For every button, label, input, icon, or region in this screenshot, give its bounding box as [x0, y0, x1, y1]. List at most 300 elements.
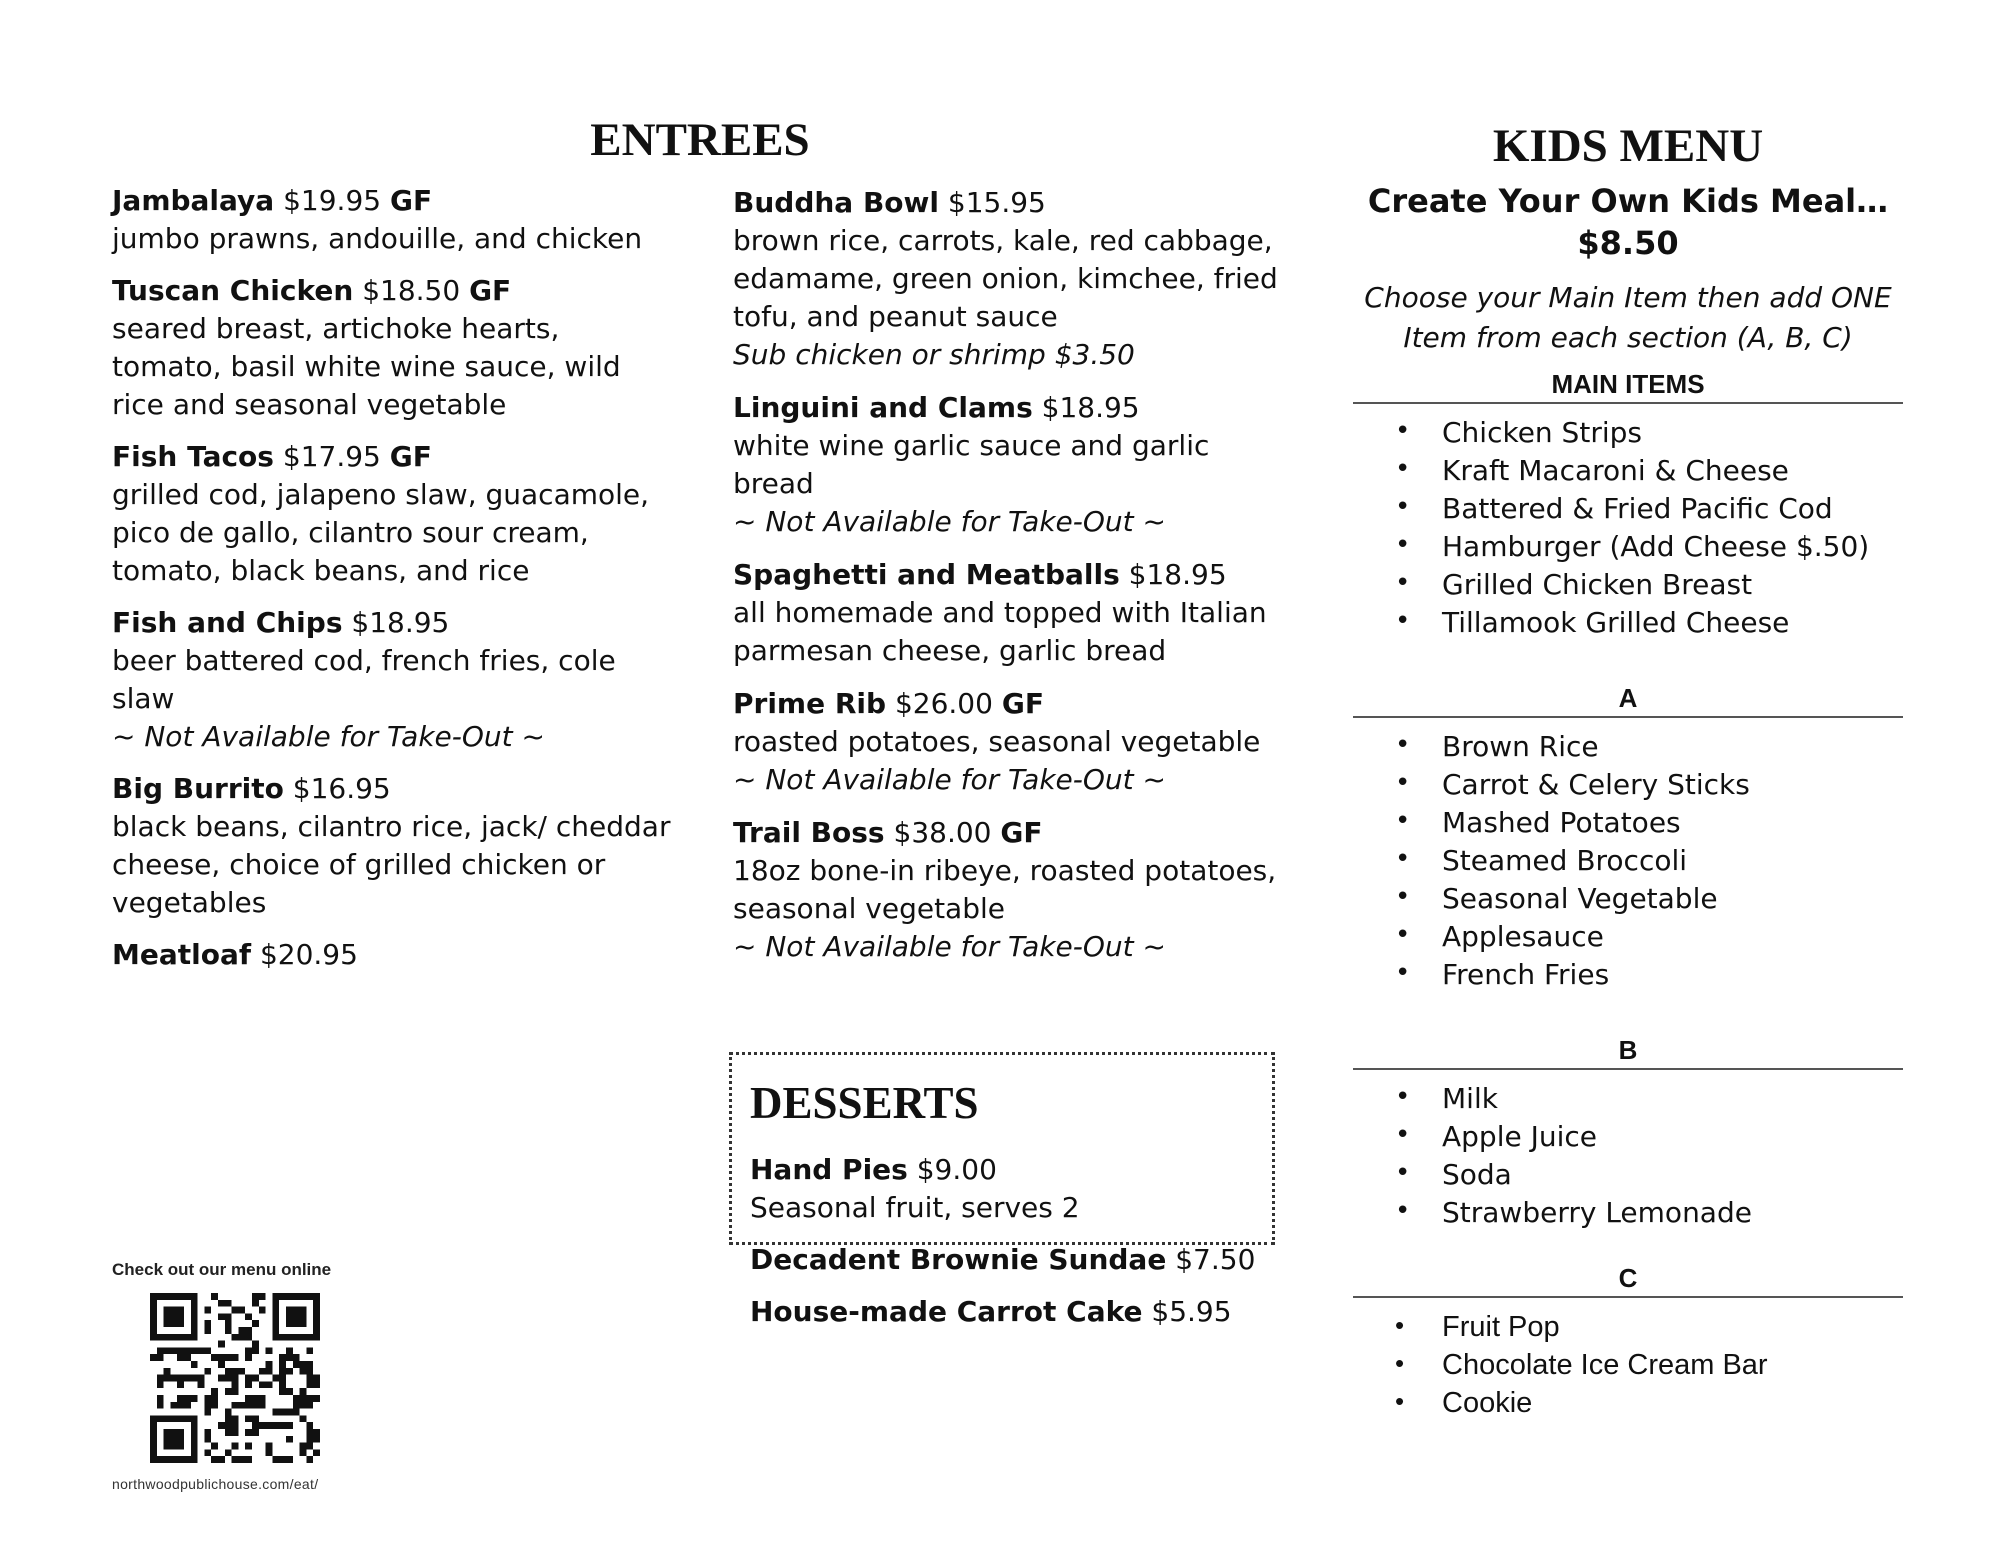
qr-module: [225, 1422, 232, 1429]
item-price: $17.95: [282, 440, 381, 473]
qr-module: [279, 1375, 286, 1382]
qr-module: [300, 1402, 307, 1409]
kids-list-item: [1353, 1194, 1903, 1232]
qr-module: [238, 1327, 245, 1334]
kids-list-item: [1353, 1346, 1903, 1384]
menu-item: [112, 770, 672, 922]
bullet-icon: •: [1395, 806, 1411, 836]
qr-module: [211, 1293, 218, 1300]
qr-module: [266, 1361, 273, 1368]
qr-module: [204, 1320, 211, 1327]
kids-item-label: Brown Rice: [1442, 730, 1599, 763]
qr-module: [266, 1422, 273, 1429]
bullet-icon: •: [1395, 492, 1411, 522]
item-note: ~ Not Available for Take-Out ~: [733, 930, 1166, 963]
item-price: $20.95: [259, 938, 358, 971]
qr-module: [245, 1429, 252, 1436]
qr-module: [204, 1347, 211, 1354]
item-price: $26.00: [894, 687, 993, 720]
bullet-icon: •: [1395, 530, 1411, 560]
bullet-icon: •: [1395, 1386, 1405, 1416]
qr-module: [306, 1436, 313, 1443]
item-description: black beans, cilantro rice, jack/ cheddar cheese, choice of grilled chicken or vegetables: [112, 810, 671, 919]
menu-item: [112, 604, 672, 756]
menu-item: [112, 936, 672, 974]
qr-module: [157, 1375, 164, 1382]
qr-module: [259, 1381, 266, 1388]
item-price: $18.95: [1041, 391, 1140, 424]
qr-module: [225, 1375, 232, 1382]
kids-section-heading: C: [1353, 1262, 1903, 1298]
bullet-icon: •: [1395, 768, 1411, 798]
qr-module: [232, 1456, 239, 1463]
qr-module: [272, 1456, 279, 1463]
bullet-icon: •: [1395, 1310, 1405, 1340]
qr-module: [225, 1327, 232, 1334]
qr-module: [266, 1368, 273, 1375]
qr-module: [238, 1456, 245, 1463]
qr-module: [204, 1429, 211, 1436]
qr-module: [225, 1388, 232, 1395]
qr-module: [306, 1375, 313, 1382]
qr-module: [191, 1375, 198, 1382]
kids-item-label: Applesauce: [1442, 920, 1604, 953]
item-description: grilled cod, jalapeno slaw, guacamole, pico de gallo, cilantro sour cream, tomato, black beans, and rice: [112, 478, 650, 587]
qr-module: [266, 1449, 273, 1456]
item-price: $16.95: [292, 772, 391, 805]
qr-module: [300, 1395, 307, 1402]
qr-module: [279, 1354, 286, 1361]
qr-module: [286, 1354, 293, 1361]
item-note: ~ Not Available for Take-Out ~: [112, 720, 545, 753]
kids-section-heading: MAIN ITEMS: [1353, 368, 1903, 404]
menu-item: [750, 1151, 1270, 1227]
bullet-icon: •: [1395, 568, 1411, 598]
kids-item-label: Seasonal Vegetable: [1442, 882, 1718, 915]
qr-module: [225, 1409, 232, 1416]
kids-menu: [1353, 118, 1903, 1422]
qr-module: [252, 1341, 259, 1348]
kids-section-list: [1353, 1080, 1903, 1232]
kids-section: [1353, 682, 1903, 994]
qr-module: [313, 1375, 320, 1382]
qr-module: [272, 1375, 279, 1382]
desserts-list: [750, 1151, 1270, 1345]
qr-module: [225, 1415, 232, 1422]
kids-item-label: Chocolate Ice Cream Bar: [1442, 1349, 1768, 1381]
qr-module: [306, 1361, 313, 1368]
item-description: roasted potatoes, seasonal vegetable: [733, 725, 1261, 758]
item-note: Sub chicken or shrimp $3.50: [733, 338, 1135, 371]
qr-module: [286, 1456, 293, 1463]
qr-module: [266, 1347, 273, 1354]
qr-module: [300, 1368, 307, 1375]
item-price: $18.95: [1128, 558, 1227, 591]
qr-module: [232, 1429, 239, 1436]
item-description: Seasonal fruit, serves 2: [750, 1191, 1080, 1224]
gluten-free-badge: GF: [1001, 687, 1044, 720]
qr-module: [218, 1361, 225, 1368]
item-name: Hand Pies: [750, 1153, 908, 1186]
bullet-icon: •: [1395, 606, 1411, 636]
qr-code-icon[interactable]: [150, 1293, 320, 1463]
item-price: $5.95: [1151, 1295, 1232, 1328]
qr-module: [218, 1341, 225, 1348]
qr-module: [313, 1449, 320, 1456]
kids-list-item: [1353, 766, 1903, 804]
bullet-icon: •: [1395, 1082, 1411, 1112]
qr-module: [252, 1320, 259, 1327]
qr-module: [232, 1388, 239, 1395]
qr-module: [184, 1375, 191, 1382]
qr-module: [245, 1354, 252, 1361]
gluten-free-badge: GF: [469, 274, 512, 307]
qr-module: [204, 1409, 211, 1416]
qr-module: [293, 1361, 300, 1368]
qr-module: [300, 1361, 307, 1368]
item-name: House-made Carrot Cake: [750, 1295, 1143, 1328]
item-name: Linguini and Clams: [733, 391, 1033, 424]
qr-module: [306, 1402, 313, 1409]
item-name: Buddha Bowl: [733, 186, 939, 219]
qr-module: [259, 1368, 266, 1375]
qr-module: [313, 1381, 320, 1388]
kids-section-list: [1353, 1308, 1903, 1422]
qr-module: [238, 1307, 245, 1314]
kids-item-label: Cookie: [1442, 1387, 1533, 1419]
qr-module: [300, 1388, 307, 1395]
qr-module: [245, 1402, 252, 1409]
qr-module: [232, 1422, 239, 1429]
qr-module: [157, 1381, 164, 1388]
gluten-free-badge: GF: [390, 184, 433, 217]
qr-module: [245, 1334, 252, 1341]
desserts-box: [729, 1052, 1275, 1328]
qr-module: [218, 1456, 225, 1463]
item-price: $7.50: [1175, 1243, 1256, 1276]
kids-item-label: Tillamook Grilled Cheese: [1442, 606, 1790, 639]
qr-module: [286, 1409, 293, 1416]
qr-module: [177, 1381, 184, 1388]
qr-module: [184, 1402, 191, 1409]
instructions-line-2: Item from each section (A, B, C): [1403, 321, 1853, 354]
qr-module: [198, 1347, 205, 1354]
menu-item: [733, 556, 1293, 670]
bullet-icon: •: [1395, 730, 1411, 760]
qr-module: [286, 1347, 293, 1354]
qr-module: [232, 1368, 239, 1375]
qr-module: [170, 1375, 177, 1382]
kids-list-item: [1353, 956, 1903, 994]
item-description: 18oz bone-in ribeye, roasted potatoes, seasonal vegetable: [733, 854, 1277, 925]
qr-module: [245, 1381, 252, 1388]
qr-module: [204, 1327, 211, 1334]
qr-module: [211, 1388, 218, 1395]
qr-module: [157, 1402, 164, 1409]
qr-module: [184, 1354, 191, 1361]
qr-module: [232, 1415, 239, 1422]
kids-list-item: [1353, 804, 1903, 842]
qr-module: [252, 1347, 259, 1354]
qr-module: [184, 1347, 191, 1354]
qr-module: [184, 1395, 191, 1402]
item-note: ~ Not Available for Take-Out ~: [733, 763, 1166, 796]
qr-module: [252, 1429, 259, 1436]
menu-item: [750, 1241, 1270, 1279]
qr-module: [218, 1422, 225, 1429]
qr-module: [293, 1409, 300, 1416]
qr-module: [238, 1368, 245, 1375]
qr-module: [204, 1307, 211, 1314]
qr-module: [225, 1354, 232, 1361]
kids-list-item: [1353, 1384, 1903, 1422]
qr-module: [313, 1436, 320, 1443]
qr-module: [286, 1422, 293, 1429]
kids-list-item: [1353, 566, 1903, 604]
qr-module: [259, 1422, 266, 1429]
qr-module: [286, 1388, 293, 1395]
item-name: Prime Rib: [733, 687, 887, 720]
bullet-icon: •: [1395, 454, 1411, 484]
qr-module: [306, 1381, 313, 1388]
qr-module: [191, 1361, 198, 1368]
qr-module: [164, 1429, 184, 1449]
qr-module: [177, 1354, 184, 1361]
qr-module: [232, 1334, 239, 1341]
qr-module: [157, 1395, 164, 1402]
kids-section: [1353, 1262, 1903, 1422]
item-description: beer battered cod, french fries, cole slaw: [112, 644, 616, 715]
qr-module: [238, 1402, 245, 1409]
qr-module: [177, 1347, 184, 1354]
kids-item-label: Carrot & Celery Sticks: [1442, 768, 1750, 801]
qr-module: [177, 1375, 184, 1382]
qr-module: [164, 1375, 171, 1382]
qr-module: [279, 1361, 286, 1368]
kids-meal-subtitle: Create Your Own Kids Meal…: [1367, 182, 1889, 220]
qr-module: [211, 1443, 218, 1450]
kids-list-item: [1353, 1080, 1903, 1118]
kids-list-item: [1353, 604, 1903, 642]
kids-item-label: Strawberry Lemonade: [1442, 1196, 1752, 1229]
qr-module: [177, 1395, 184, 1402]
kids-meal-price: $8.50: [1577, 224, 1679, 262]
bullet-icon: •: [1395, 1196, 1411, 1226]
kids-section-heading: B: [1353, 1034, 1903, 1070]
kids-list-item: [1353, 1118, 1903, 1156]
qr-module: [157, 1354, 164, 1361]
qr-module: [306, 1456, 313, 1463]
kids-section: [1353, 1034, 1903, 1232]
qr-module: [272, 1409, 279, 1416]
kids-item-label: Kraft Macaroni & Cheese: [1442, 454, 1789, 487]
qr-module: [252, 1375, 259, 1382]
item-price: $38.00: [893, 816, 992, 849]
menu-item: [112, 438, 672, 590]
bullet-icon: •: [1395, 1158, 1411, 1188]
kids-list-item: [1353, 452, 1903, 490]
qr-module: [252, 1402, 259, 1409]
kids-item-label: Mashed Potatoes: [1442, 806, 1681, 839]
qr-module: [266, 1381, 273, 1388]
bullet-icon: •: [1395, 958, 1411, 988]
item-name: Fish and Chips: [112, 606, 343, 639]
kids-item-label: Steamed Broccoli: [1442, 844, 1688, 877]
bullet-icon: •: [1395, 844, 1411, 874]
qr-module: [191, 1347, 198, 1354]
kids-instructions: [1353, 278, 1903, 358]
qr-module: [300, 1415, 307, 1422]
item-note: ~ Not Available for Take-Out ~: [733, 505, 1166, 538]
kids-list-item: [1353, 528, 1903, 566]
qr-module: [252, 1293, 259, 1300]
qr-module: [279, 1409, 286, 1416]
bullet-icon: •: [1395, 1120, 1411, 1150]
qr-module: [232, 1375, 239, 1382]
qr-module: [293, 1354, 300, 1361]
qr-module: [286, 1436, 293, 1443]
qr-module: [245, 1395, 252, 1402]
qr-module: [279, 1388, 286, 1395]
qr-module: [218, 1313, 225, 1320]
qr-module: [225, 1320, 232, 1327]
qr-module: [252, 1415, 259, 1422]
qr-module: [313, 1395, 320, 1402]
kids-item-label: Hamburger (Add Cheese $.50): [1442, 530, 1870, 563]
qr-module: [164, 1368, 171, 1375]
qr-module: [306, 1368, 313, 1375]
qr-module: [225, 1368, 232, 1375]
instructions-line-1: Choose your Main Item then add ONE: [1364, 281, 1892, 314]
qr-module: [204, 1368, 211, 1375]
kids-item-label: Chicken Strips: [1442, 416, 1642, 449]
kids-menu-heading: KIDS MENU: [1492, 120, 1764, 172]
qr-module: [300, 1449, 307, 1456]
qr-module: [245, 1415, 252, 1422]
qr-module: [204, 1449, 211, 1456]
qr-module: [245, 1313, 252, 1320]
qr-module: [232, 1381, 239, 1388]
menu-item: [733, 685, 1293, 799]
gluten-free-badge: GF: [389, 440, 432, 473]
qr-module: [245, 1327, 252, 1334]
qr-module: [232, 1354, 239, 1361]
menu-item: [733, 184, 1293, 374]
qr-module: [211, 1456, 218, 1463]
qr-module: [232, 1307, 239, 1314]
menu-item: [112, 272, 672, 424]
menu-item: [733, 389, 1293, 541]
kids-list-item: [1353, 842, 1903, 880]
qr-module: [293, 1395, 300, 1402]
qr-module: [170, 1347, 177, 1354]
qr-module: [164, 1307, 184, 1327]
qr-url: northwoodpublichouse.com/eat/: [112, 1476, 319, 1492]
gluten-free-badge: GF: [1000, 816, 1043, 849]
kids-item-label: Battered & Fried Pacific Cod: [1442, 492, 1833, 525]
qr-module: [272, 1422, 279, 1429]
kids-sections: [1353, 368, 1903, 1422]
entrees-right-column: [733, 184, 1293, 981]
kids-section: [1353, 368, 1903, 642]
qr-module: [245, 1443, 252, 1450]
qr-module: [204, 1402, 211, 1409]
kids-section-heading: A: [1353, 682, 1903, 718]
qr-module: [286, 1307, 306, 1327]
qr-module: [204, 1436, 211, 1443]
bullet-icon: •: [1395, 882, 1411, 912]
qr-module: [306, 1443, 313, 1450]
qr-module: [225, 1449, 232, 1456]
qr-module: [245, 1456, 252, 1463]
qr-module: [150, 1354, 157, 1361]
kids-item-label: Grilled Chicken Breast: [1442, 568, 1753, 601]
qr-module: [306, 1429, 313, 1436]
bullet-icon: •: [1395, 920, 1411, 950]
qr-module: [313, 1429, 320, 1436]
qr-module: [204, 1395, 211, 1402]
kids-item-label: Fruit Pop: [1442, 1311, 1560, 1343]
qr-module: [252, 1300, 259, 1307]
kids-item-label: Apple Juice: [1442, 1120, 1598, 1153]
kids-list-item: [1353, 490, 1903, 528]
qr-module: [218, 1300, 225, 1307]
qr-module: [279, 1381, 286, 1388]
item-name: Tuscan Chicken: [112, 274, 354, 307]
qr-module: [157, 1347, 164, 1354]
item-name: Trail Boss: [733, 816, 885, 849]
qr-module: [259, 1395, 266, 1402]
kids-section-list: [1353, 414, 1903, 642]
qr-module: [198, 1375, 205, 1382]
qr-module: [259, 1402, 266, 1409]
item-price: $19.95: [283, 184, 382, 217]
item-description: seared breast, artichoke hearts, tomato, basil white wine sauce, wild rice and seasonal vegetable: [112, 312, 621, 421]
item-name: Meatloaf: [112, 938, 252, 971]
qr-module: [245, 1375, 252, 1382]
qr-module: [245, 1347, 252, 1354]
item-name: Fish Tacos: [112, 440, 274, 473]
item-description: white wine garlic sauce and garlic bread: [733, 429, 1210, 500]
qr-module: [218, 1354, 225, 1361]
kids-item-label: Milk: [1442, 1082, 1498, 1115]
item-name: Jambalaya: [112, 184, 275, 217]
qr-module: [191, 1395, 198, 1402]
qr-caption: Check out our menu online: [112, 1260, 332, 1279]
qr-module: [198, 1381, 205, 1388]
qr-module: [225, 1429, 232, 1436]
item-description: brown rice, carrots, kale, red cabbage, edamame, green onion, kimchee, fried tofu, and peanut sauce: [733, 224, 1278, 333]
qr-module: [279, 1422, 286, 1429]
qr-module: [164, 1347, 171, 1354]
item-name: Decadent Brownie Sundae: [750, 1243, 1167, 1276]
qr-module: [306, 1347, 313, 1354]
menu-item: [112, 182, 672, 258]
item-description: all homemade and topped with Italian parmesan cheese, garlic bread: [733, 596, 1267, 667]
menu-item: [733, 814, 1293, 966]
item-price: $18.50: [362, 274, 461, 307]
desserts-heading: DESSERTS: [750, 1078, 979, 1128]
qr-module: [300, 1443, 307, 1450]
qr-module: [211, 1354, 218, 1361]
qr-module: [225, 1300, 232, 1307]
kids-list-item: [1353, 880, 1903, 918]
kids-section-list: [1353, 728, 1903, 994]
qr-module: [232, 1402, 239, 1409]
qr-module: [218, 1375, 225, 1382]
qr-module: [266, 1443, 273, 1450]
qr-module: [238, 1334, 245, 1341]
